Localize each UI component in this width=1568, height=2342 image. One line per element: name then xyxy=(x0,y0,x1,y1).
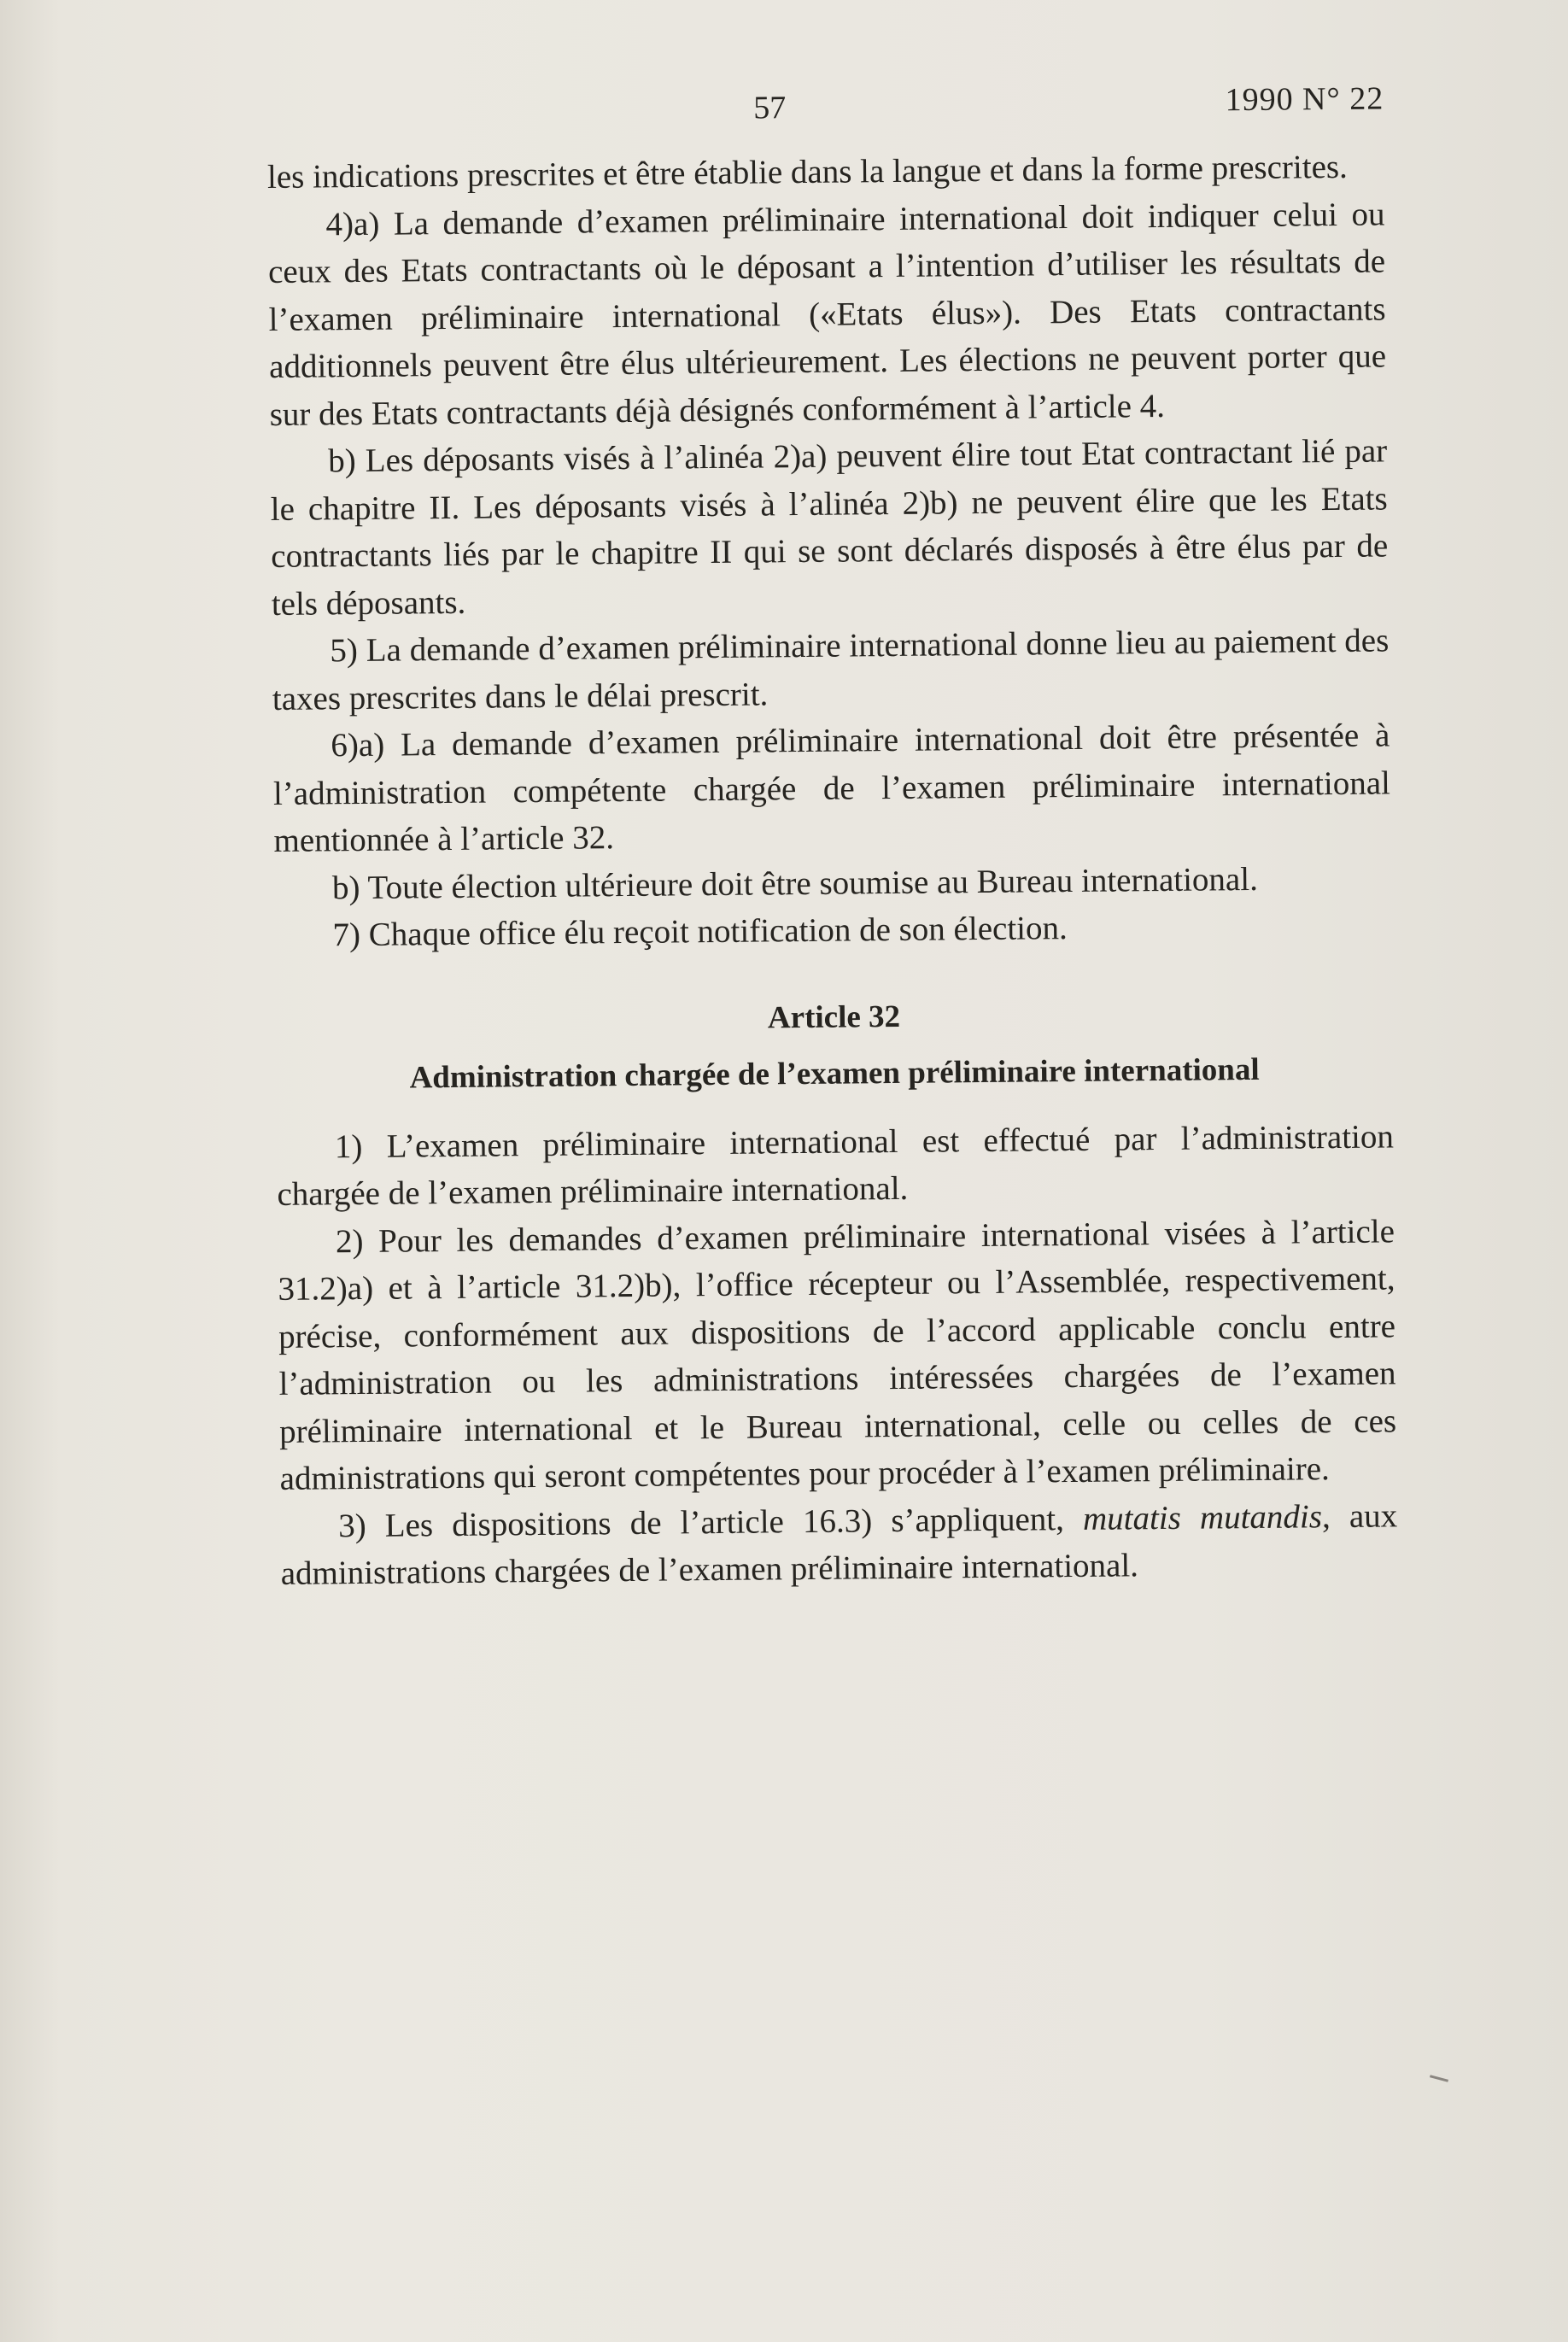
paragraph-6a: 6)a) La demande d’examen préliminaire international doit être présentée à l’administration compétente chargée de l’examen préliminaire international mentionnée à l’article 32. xyxy=(272,717,1391,859)
article-paragraph-3 xyxy=(280,1492,1398,1598)
article-subtitle: Administration chargée de l’examen préliminaire international xyxy=(409,1051,1260,1095)
article-title: Article 32 xyxy=(767,998,901,1035)
paragraph-7: 7) Chaque office élu reçoit notification de son élection. xyxy=(332,910,1068,954)
paragraph-4b: b) Les déposants visés à l’alinéa 2)a) peuvent élire tout Etat contractant lié par le chapitre II. Les déposants visés à l’alinéa 2)b) ne peuvent élire que les Etats contractants liés par le chapitre II qui se sont déclarés disposés à être élus par de tels déposants. xyxy=(270,432,1389,623)
issue-number: 1990 N° 22 xyxy=(1225,80,1384,119)
stray-mark xyxy=(1430,2075,1448,2082)
running-header xyxy=(266,74,1384,154)
page-content xyxy=(266,74,1398,1597)
article-paragraph-1: 1) L’examen préliminaire international est effectué par l’administration chargée de l’examen préliminaire international. xyxy=(277,1117,1395,1213)
latin-phrase: mutatis mutandis xyxy=(1082,1497,1323,1537)
page-number: 57 xyxy=(753,90,787,126)
paragraph-4a: 4)a) La demande d’examen préliminaire international doit indiquer celui ou ceux des Etats contractants où le déposant a l’intention d’utiliser les résultats de l’examen préliminaire international («Etats élus»). Des Etats contractants additionnels peuvent être élus ultérieurement. Les élections ne peuvent porter que sur des Etats contractants déjà désignés conformément à l’article 4. xyxy=(267,195,1387,433)
paragraph-continuation: les indications prescrites et être établie dans la langue et dans la forme prescrites. xyxy=(266,148,1349,196)
article-paragraph-3-start: 3) Les dispositions de l’article 16.3) s’appliquent, xyxy=(337,1500,1084,1544)
paragraph-5: 5) La demande d’examen préliminaire international donne lieu au paiement des taxes prescrites dans le délai prescrit. xyxy=(272,622,1390,717)
article-paragraph-2: 2) Pour les demandes d’examen préliminaire international visées à l’article 31.2)a) et à l’article 31.2)b), l’office récepteur ou l’Assemblée, respectivement, précise, conformément aux dispositions de l’accord applicable conclu entre l’administration ou les administrations intéressées chargées de l’examen préliminaire international et le Bureau international, celle ou celles de ces administrations qui seront compétentes pour procéder à l’examen préliminaire. xyxy=(278,1212,1397,1497)
article-paragraph-3-end: , aux administrations chargées de l’examen préliminaire international. xyxy=(280,1496,1398,1592)
paragraph-6b: b) Toute élection ultérieure doit être soumise au Bureau international. xyxy=(331,860,1259,906)
